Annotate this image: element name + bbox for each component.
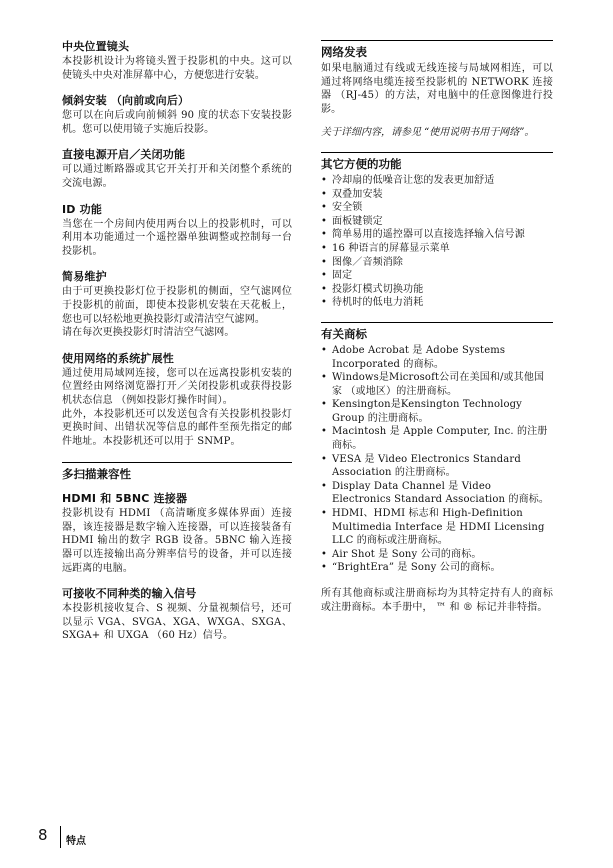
heading-id-function: ID 功能 — [62, 202, 103, 216]
list-item: • Adobe Acrobat 是 Adobe Systems Incorporated 的商标。 — [321, 344, 506, 370]
list-item: • 简单易用的遥控器可以直接选择输入信号源 — [321, 229, 525, 241]
body-maintenance: 由于可更换投影灯位于投影机的侧面，空气滤网位于投影机的前面，即使本投影机安装在天花板上，您也可以轻松地更换投影灯或清洁空气滤网。 — [62, 286, 292, 325]
list-item: • 安全锁 — [321, 202, 363, 214]
body-maintenance-2: 请在每次更换投影灯时清洁空气滤网。 — [62, 327, 235, 339]
section-divider — [321, 40, 553, 41]
list-item: • 固定 — [321, 270, 353, 282]
section-divider — [321, 322, 553, 323]
body-network-expansion: 通过使用局域网连接，您可以在远离投影机安装的位置经由网络浏览器打开／关闭投影机或获得投影机状态信息 （例如投影灯操作时间）。 — [62, 367, 292, 406]
footer-divider — [60, 826, 61, 848]
feature-input-signals — [62, 587, 292, 643]
list-item: • HDMI、HDMI 标志和 High-Definition Multimedia Interface 是 HDMI Licensing LLC 的商标或注册商标。 — [321, 508, 545, 547]
list-item: • Macintosh 是 Apple Computer, Inc. 的注册商标。 — [321, 426, 548, 452]
heading-maintenance: 简易维护 — [62, 270, 107, 284]
body-network-expansion-2: 此外，本投影机还可以发送包含有关投影机投影灯更换时间、出错状况等信息的邮件至预先指定的邮件地址。本投影机还可以用于 SNMP。 — [62, 408, 292, 447]
heading-network-expansion: 使用网络的系统扩展性 — [62, 351, 174, 365]
features-list — [321, 174, 553, 310]
body-id-function: 当您在一个房间内使用两台以上的投影机时，可以利用本功能通过一个遥控器单独调整或控制每一台投影机。 — [62, 218, 292, 257]
list-item: • Windows是Microsoft公司在美国和/或其他国家 （或地区）的注册商标。 — [321, 372, 545, 397]
body-direct-power: 可以通过断路器或其它开关打开和关闭整个系统的交流电源。 — [62, 164, 292, 189]
feature-direct-power — [62, 148, 292, 190]
section-title-trademarks: 有关商标 — [321, 326, 367, 341]
body-center-lens: 本投影机设计为将镜头置于投影机的中央。这可以使镜头中央对准屏幕中心，方便您进行安装。 — [62, 56, 292, 81]
feature-maintenance — [62, 270, 292, 339]
feature-network-expansion — [62, 352, 292, 449]
body-network: 如果电脑通过有线或无线连接与局域网相连，可以通过将网络电缆连接至投影机的 NETWORK 连接器 （RJ-45）的方法，对电脑中的任意图像进行投影。 — [321, 63, 553, 115]
heading-hdmi-5bnc: HDMI 和 5BNC 连接器 — [62, 492, 188, 506]
body-hdmi-5bnc: 投影机设有 HDMI （高清晰度多媒体界面）连接器，该连接器是数字输入连接器，可以连接装备有 HDMI 输出的数字 RGB 设备。5BNC 输入连接器可以连接输出高分辨率信号的设备，并可以连接远距离的电脑。 — [62, 508, 292, 574]
feature-hdmi-5bnc — [62, 492, 292, 575]
list-item: • 投影灯模式切换功能 — [321, 283, 424, 295]
heading-center-lens: 中央位置镜头 — [62, 40, 130, 53]
heading-tilt-install: 倾斜安装 （向前或向后） — [62, 94, 190, 108]
trademarks-footer: 所有其他商标或注册商标均为其特定持有人的商标或注册商标。本手册中， ™ 和 ® 标记并非特指。 — [321, 588, 553, 613]
body-input-signals: 本投影机接收复合、S 视频、分量视频信号，还可以显示 VGA、SVGA、XGA、WXGA、SXGA、SXGA+ 和 UXGA （60 Hz）信号。 — [62, 603, 292, 642]
list-item: • Display Data Channel 是 Video Electronics Standard Association 的商标。 — [321, 480, 550, 506]
note-network-manual: 关于详细内容，请参见 “使用说明书用于网络”。 — [321, 127, 535, 139]
section-title-multiscan: 多扫描兼容性 — [62, 467, 131, 482]
heading-input-signals: 可接收不同种类的输入信号 — [62, 587, 197, 601]
heading-direct-power: 直接电源开启／关闭功能 — [62, 148, 186, 162]
feature-id-function — [62, 203, 292, 259]
feature-center-lens — [62, 40, 292, 82]
left-column — [62, 40, 292, 643]
list-item: • 待机时的低电力消耗 — [321, 297, 424, 309]
list-item: • 冷却扇的低噪音让您的发表更加舒适 — [321, 174, 495, 186]
page-number: 8 — [38, 826, 48, 844]
section-divider — [62, 462, 292, 463]
section-title-features: 其它方便的功能 — [321, 156, 402, 171]
footer-section-label: 特点 — [66, 836, 86, 847]
body-tilt-install: 您可以在向后或向前倾斜 90 度的状态下安装投影机。您可以使用镜子实施后投影。 — [62, 110, 292, 135]
list-item: • 16 种语言的屏幕显示菜单 — [321, 242, 450, 254]
trademarks-list — [321, 344, 553, 575]
right-column — [321, 40, 553, 614]
list-item: • VESA 是 Video Electronics Standard Association 的注册商标。 — [321, 453, 521, 479]
section-title-network: 网络发表 — [321, 45, 367, 59]
list-item: • 双叠加安装 — [321, 188, 383, 200]
list-item: • Kensington是Kensington Technology Group 的注册商标。 — [321, 399, 522, 424]
list-item: • 面板键锁定 — [321, 215, 383, 227]
section-divider — [321, 152, 553, 153]
list-item: • “BrightEra” 是 Sony 公司的商标。 — [321, 562, 501, 574]
list-item: • 图像／音频消除 — [321, 256, 404, 268]
feature-tilt-install — [62, 94, 292, 136]
list-item: • Air Shot 是 Sony 公司的商标。 — [321, 548, 482, 560]
